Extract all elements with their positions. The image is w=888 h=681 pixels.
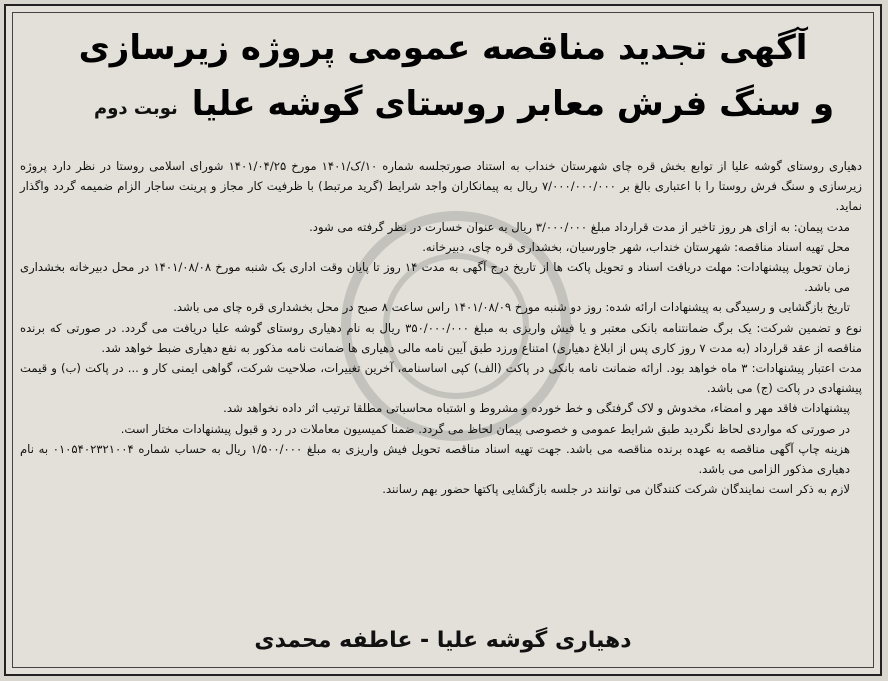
paragraph: مدت اعتبار پیشنهادات: ۳ ماه خواهد بود. ارائه ضمانت نامه بانکی در پاکت (الف) کپی اساسنامه، آخرین تغییرات، صلاحیت شرکت، گواهی ایمنی کار و ... در پاکت (ب) و قیمت پیشنهادی در پاکت (ج) می باشد. [20,361,862,396]
paragraph: لازم به ذکر است نمایندگان شرکت کنندگان می توانند در جلسه بازگشایی پاکتها حضور بهم رسانند. [382,482,850,497]
signature: دهیاری گوشه علیا - عاطفه محمدی [254,628,632,653]
paragraph: زمان تحویل پیشنهادات: مهلت دریافت اسناد و تحویل پاکت ها از تاریخ درج آگهی به مدت ۱۴ روز تا پایان وقت اداری یک شنبه مورخ ۱۴۰۱/۰۸/۰۸ در محل دبیرخانه بخشداری می باشد. [20,260,851,295]
paragraph: نوع و تضمین شرکت: یک برگ ضمانتنامه بانکی معتبر و یا فیش واریزی به مبلغ ۳۵۰/۰۰۰/۰۰۰ ریال به نام دهیاری روستای گوشه علیا دریافت می گردد. در صورتی که برنده مناقصه از عقد قرارداد (به مدت ۷ روز کاری پس از ابلاغ دهیاری) امتناع ورزد طبق آیین نامه مالی دهیاری ها ضمانت نامه مذکور به نفع دهیاری ضبط خواهد شد. [20,320,863,355]
notice-frame [4,4,882,676]
paragraph: در صورتی که مواردی لحاظ نگردید طبق شرایط عمومی و خصوصی پیمان لحاظ می گردد. ضمنا کمیسیون معاملات در رد و قبول پیشنهادات مختار است. [120,421,850,436]
notice-subtitle: و سنگ فرش معابر روستای گوشه علیا [191,84,835,124]
paragraph: محل تهیه اسناد مناقصه: شهرستان خنداب، شهر جاورسیان، بخشداری قره چای، دبیرخانه. [422,239,850,254]
paragraph: دهیاری روستای گوشه علیا از توابع بخش قره چای شهرستان خنداب به استناد صورتجلسه شماره ۱۰/ک/۱۴۰۱ مورخ ۱۴۰۱/۰۴/۲۵ شورای اسلامی روستا در نظر دارد پروژه زیرسازی و سنگ فرش روستا را با اعتباری بالغ بر ۷/۰۰۰/۰۰۰/۰۰۰ ریال به پیمانکاران واجد شرایط (گرید مرتبط) با ظرفیت کار مجاز و پرینت ساجار الزام ضمیمه گردد واگذار نماید. [20,159,862,214]
notice-body [20,156,862,499]
notice-title: آگهی تجدید مناقصه عمومی پروژه زیرسازی [78,28,808,68]
paragraph: پیشنهادات فاقد مهر و امضاء، مخدوش و لاک گرفتگی و خط خورده و مشروط و اشتباه محاسباتی مطلقا ترتیب اثر داده نخواهد شد. [223,401,850,416]
paragraph: مدت پیمان: به ازای هر روز تاخیر از مدت قرارداد مبلغ ۳/۰۰۰/۰۰۰ ریال به عنوان خسارت در نظر گرفته می شود. [309,219,850,234]
turn-label: نوبت دوم [94,98,178,119]
paragraph: هزینه چاپ آگهی مناقصه به عهده برنده مناقصه می باشد. جهت تهیه اسناد مناقصه تحویل فیش واریزی به مبلغ ۱/۵۰۰/۰۰۰ ریال به حساب شماره ۰۱۰۵۴۰۲۳۲۱۰۰۴ به نام دهیاری مذکور الزامی می باشد. [20,441,850,477]
paragraph: تاریخ بازگشایی و رسیدگی به پیشنهادات ارائه شده: روز دو شنبه مورخ ۱۴۰۱/۰۸/۰۹ راس ساعت ۸ صبح در محل بخشداری قره چای می باشد. [173,300,850,315]
